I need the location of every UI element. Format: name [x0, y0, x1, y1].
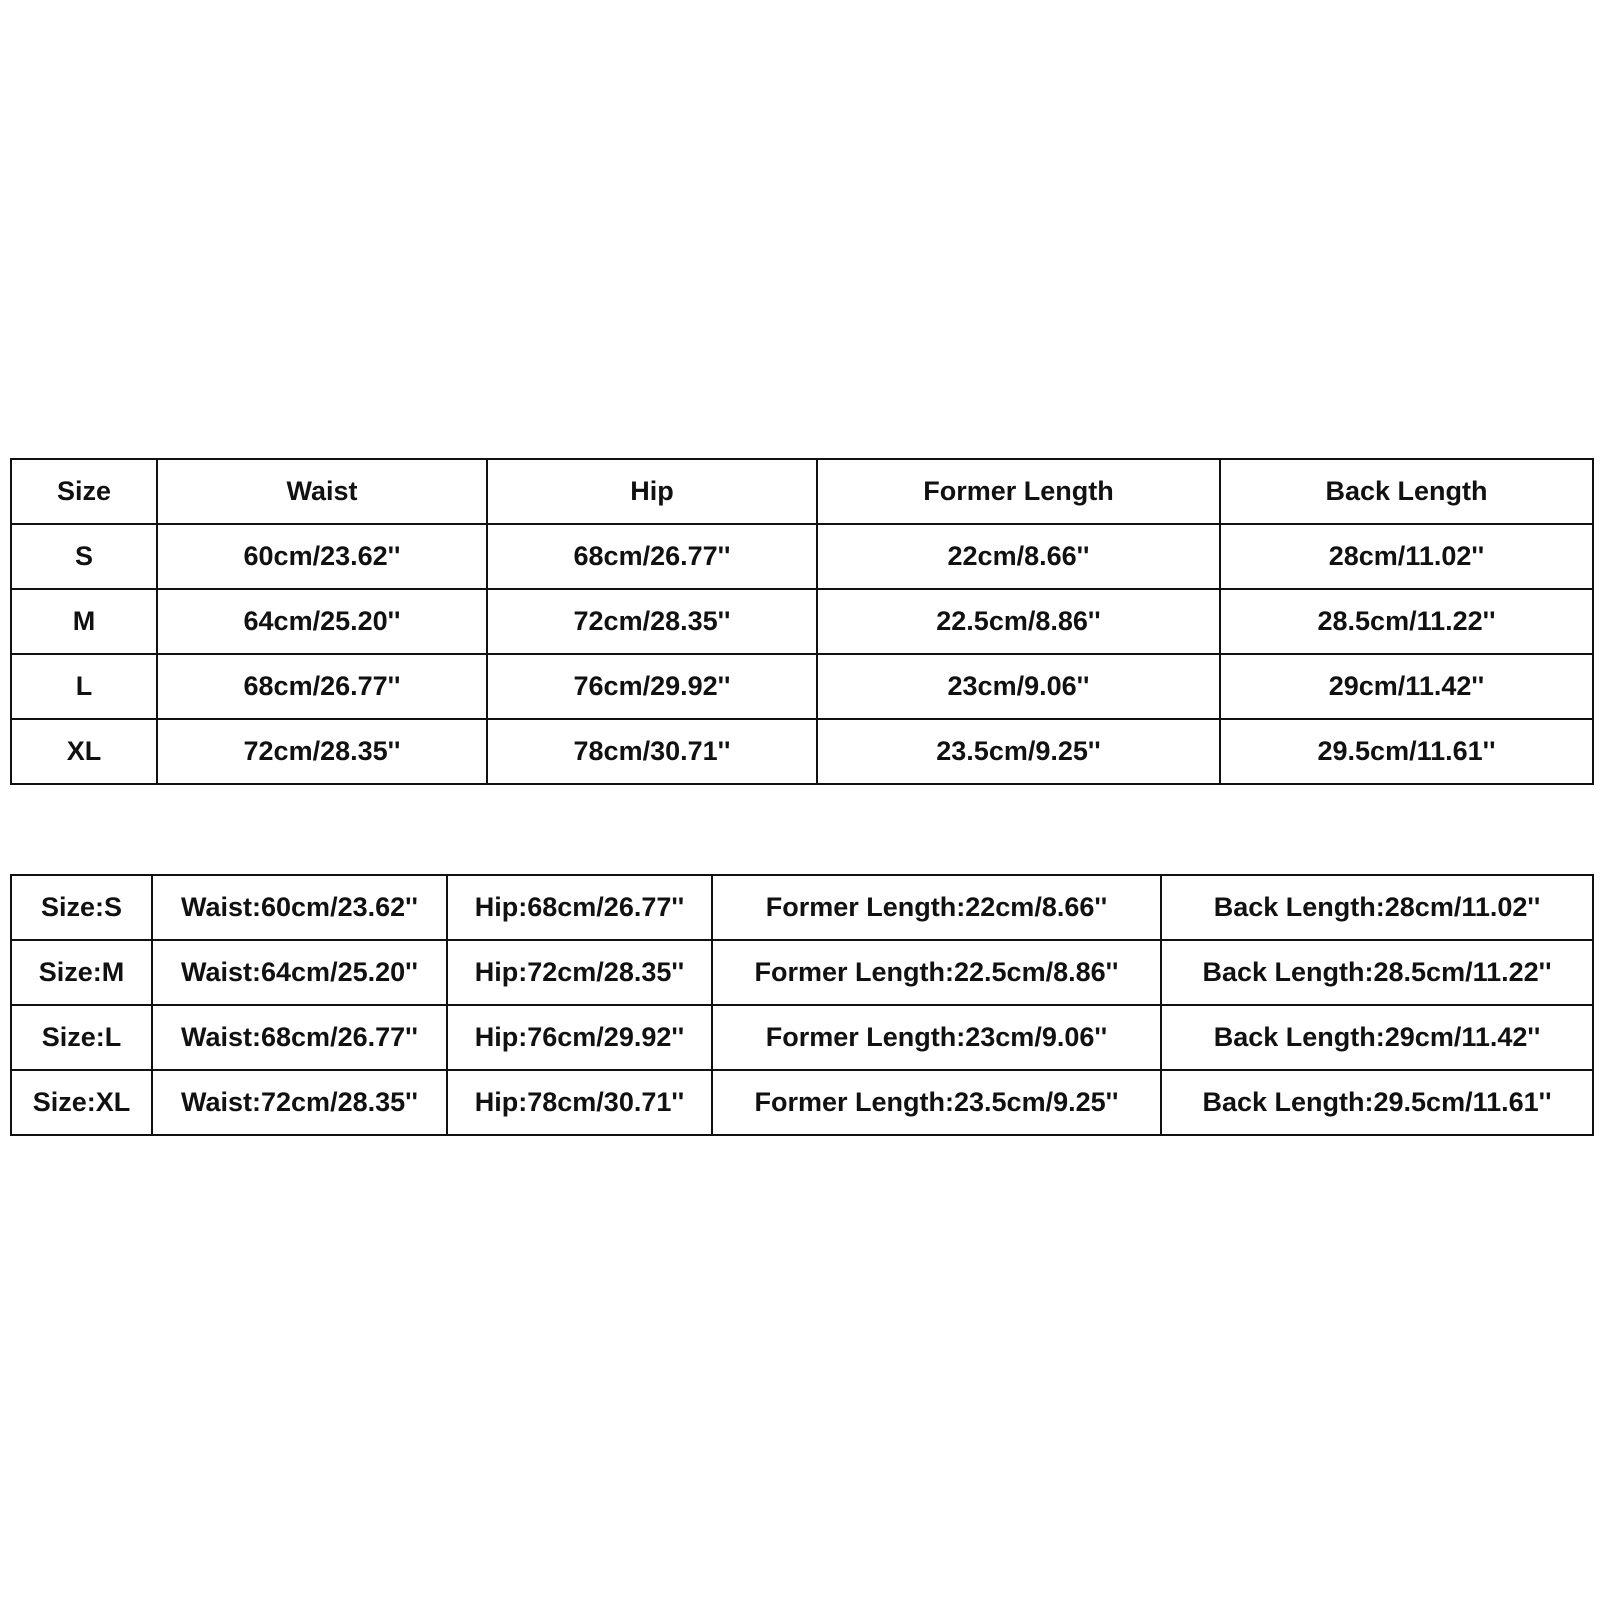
cell-waist: Waist:68cm/26.77'': [152, 1005, 447, 1070]
cell-hip: Hip:72cm/28.35'': [447, 940, 712, 1005]
table-row: [11, 1070, 1593, 1135]
cell-former-length: 22cm/8.66'': [817, 524, 1220, 589]
cell-back-length: 29.5cm/11.61'': [1220, 719, 1593, 784]
header-former-length: Former Length: [817, 459, 1220, 524]
cell-back-length: Back Length:29.5cm/11.61'': [1161, 1070, 1593, 1135]
cell-size: M: [11, 589, 157, 654]
header-back-length: Back Length: [1220, 459, 1593, 524]
cell-size: Size:S: [11, 875, 152, 940]
table-row: [11, 589, 1593, 654]
cell-back-length: 29cm/11.42'': [1220, 654, 1593, 719]
cell-size: S: [11, 524, 157, 589]
header-size: Size: [11, 459, 157, 524]
table-row: [11, 1005, 1593, 1070]
cell-waist: 60cm/23.62'': [157, 524, 487, 589]
cell-waist: Waist:60cm/23.62'': [152, 875, 447, 940]
cell-former-length: Former Length:22.5cm/8.86'': [712, 940, 1161, 1005]
cell-waist: 68cm/26.77'': [157, 654, 487, 719]
cell-former-length: 23.5cm/9.25'': [817, 719, 1220, 784]
cell-hip: Hip:78cm/30.71'': [447, 1070, 712, 1135]
cell-hip: Hip:68cm/26.77'': [447, 875, 712, 940]
cell-former-length: Former Length:23cm/9.06'': [712, 1005, 1161, 1070]
cell-hip: Hip:76cm/29.92'': [447, 1005, 712, 1070]
cell-size: Size:M: [11, 940, 152, 1005]
cell-waist: Waist:64cm/25.20'': [152, 940, 447, 1005]
cell-size: Size:L: [11, 1005, 152, 1070]
table-row: [11, 654, 1593, 719]
cell-former-length: 22.5cm/8.86'': [817, 589, 1220, 654]
cell-hip: 76cm/29.92'': [487, 654, 817, 719]
table-row: [11, 940, 1593, 1005]
cell-former-length: Former Length:23.5cm/9.25'': [712, 1070, 1161, 1135]
size-chart-table: [10, 458, 1594, 785]
cell-size: Size:XL: [11, 1070, 152, 1135]
header-hip: Hip: [487, 459, 817, 524]
cell-back-length: 28.5cm/11.22'': [1220, 589, 1593, 654]
cell-former-length: 23cm/9.06'': [817, 654, 1220, 719]
cell-former-length: Former Length:22cm/8.66'': [712, 875, 1161, 940]
table-row: [11, 875, 1593, 940]
cell-hip: 78cm/30.71'': [487, 719, 817, 784]
cell-size: L: [11, 654, 157, 719]
cell-size: XL: [11, 719, 157, 784]
cell-waist: Waist:72cm/28.35'': [152, 1070, 447, 1135]
cell-waist: 72cm/28.35'': [157, 719, 487, 784]
cell-waist: 64cm/25.20'': [157, 589, 487, 654]
size-detail-table: [10, 874, 1594, 1136]
cell-back-length: Back Length:29cm/11.42'': [1161, 1005, 1593, 1070]
cell-back-length: Back Length:28cm/11.02'': [1161, 875, 1593, 940]
table-header-row: [11, 459, 1593, 524]
cell-hip: 72cm/28.35'': [487, 589, 817, 654]
cell-hip: 68cm/26.77'': [487, 524, 817, 589]
cell-back-length: 28cm/11.02'': [1220, 524, 1593, 589]
table-row: [11, 719, 1593, 784]
header-waist: Waist: [157, 459, 487, 524]
cell-back-length: Back Length:28.5cm/11.22'': [1161, 940, 1593, 1005]
table-row: [11, 524, 1593, 589]
